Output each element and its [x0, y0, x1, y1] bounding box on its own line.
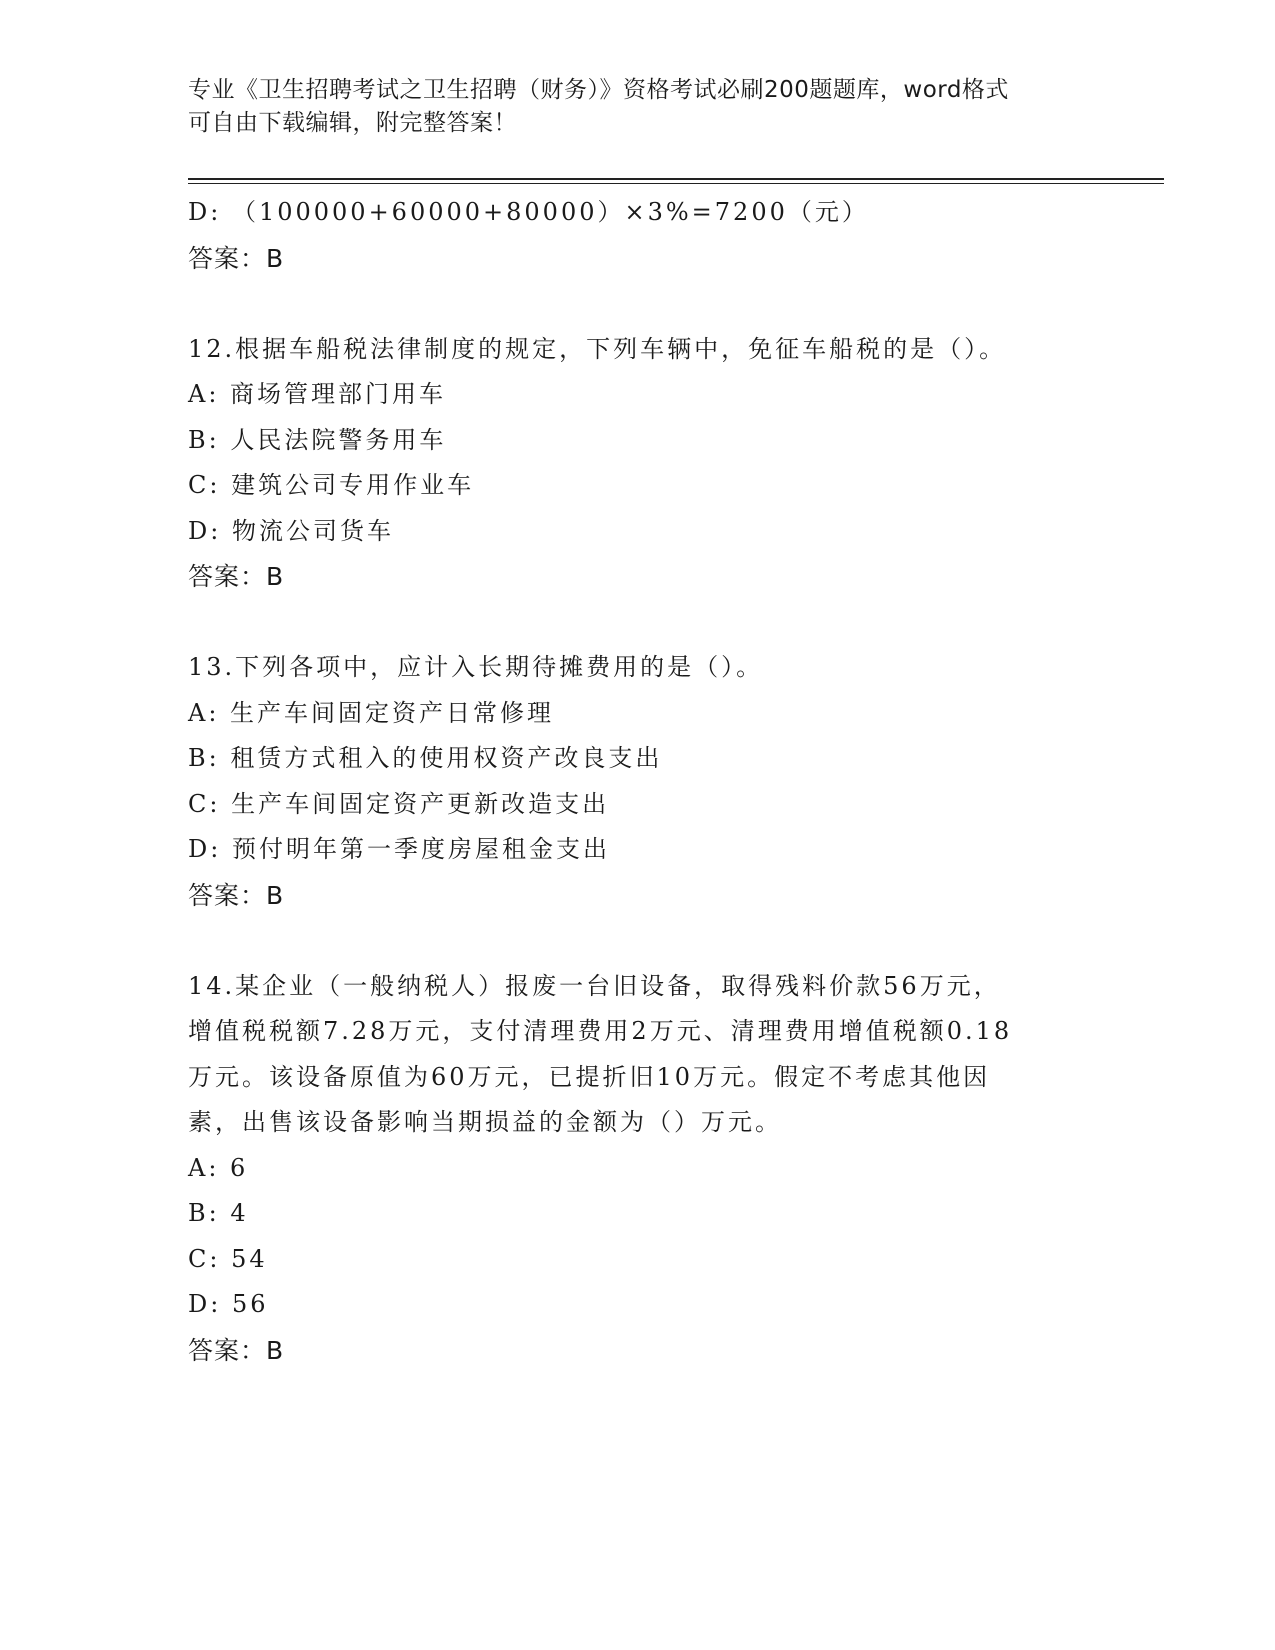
option-a: A: 商场管理部门用车 [188, 380, 447, 408]
option-c: C: 建筑公司专用作业车 [188, 471, 475, 499]
header-divider-thin [188, 183, 1164, 184]
question-stem-line-4: 素，出售该设备影响当期损益的金额为（）万元。 [188, 1108, 782, 1136]
option-b: B: 租赁方式租入的使用权资产改良支出 [188, 744, 663, 772]
option-d: D: （100000+60000+80000）×3%=7200（元） [188, 198, 869, 226]
answer: 答案：B [188, 562, 285, 591]
spacer [188, 281, 1088, 327]
answer: 答案：B [188, 243, 285, 273]
header-divider-thick [188, 178, 1164, 180]
option-a: A: 生产车间固定资产日常修理 [188, 698, 555, 727]
question-14 [188, 964, 1088, 1374]
option-d: D: 预付明年第一季度房屋租金支出 [188, 835, 610, 863]
question-13 [188, 645, 1088, 918]
option-c: C: 54 [188, 1244, 268, 1273]
spacer [188, 918, 1088, 964]
question-stem: 12.根据车船税法律制度的规定，下列车辆中，免征车船税的是（）。 [188, 334, 1007, 363]
option-d: D: 56 [188, 1290, 269, 1318]
option-b: B: 4 [188, 1199, 249, 1227]
header-line-1: 专业《卫生招聘考试之卫生招聘（财务）》资格考试必刷200题题库，word格式 [188, 77, 1009, 103]
option-d: D: 物流公司货车 [188, 516, 394, 545]
question-stem: 13.下列各项中，应计入长期待摊费用的是（）。 [188, 653, 764, 681]
answer: 答案：B [188, 880, 285, 910]
option-b: B: 人民法院警务用车 [188, 425, 447, 454]
header-line-2: 可自由下载编辑，附完整答案！ [188, 110, 517, 136]
answer: 答案：B [188, 1335, 285, 1365]
previous-question-tail [188, 190, 1088, 281]
option-c: C: 生产车间固定资产更新改造支出 [188, 789, 610, 818]
question-12 [188, 327, 1088, 600]
document-header [188, 74, 1088, 140]
document-body [188, 190, 1088, 1373]
question-stem-line-3: 万元。该设备原值为60万元，已提折旧10万元。假定不考虑其他因 [188, 1062, 991, 1091]
question-stem-line-1: 14.某企业（一般纳税人）报废一台旧设备，取得残料价款56万元， [188, 971, 1001, 1000]
question-stem-line-2: 增值税税额7.28万元，支付清理费用2万元、清理费用增值税额0.18 [188, 1017, 1013, 1045]
option-a: A: 6 [188, 1153, 249, 1182]
spacer [188, 600, 1088, 646]
